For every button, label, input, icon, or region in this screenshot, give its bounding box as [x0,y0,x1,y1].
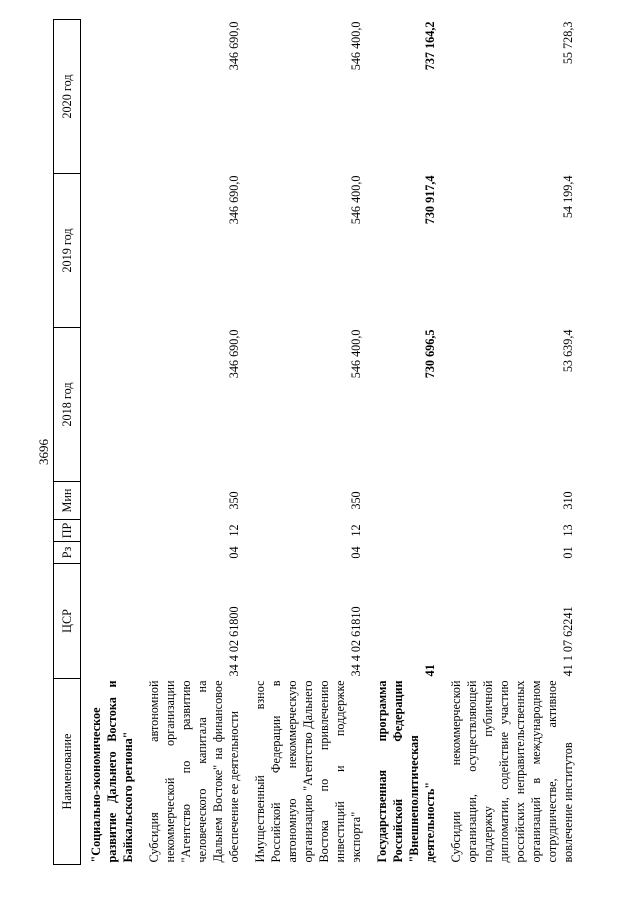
header-rz: Рз [54,542,81,564]
table-row [139,20,245,865]
row-csr: 41 1 07 62241 [561,606,575,677]
row-min [81,482,140,520]
header-min: Мин [54,482,81,520]
budget-table [53,19,579,865]
row-2020: 737 164,2 [423,21,437,71]
header-name: Наименование [54,679,81,865]
row-2020: 55 728,3 [561,21,575,65]
row-name: Субсидии некоммерческой организации, осуществляющей поддержку публичной дипломатии, содействие участию российских неправительственных организаций в международном сотрудничестве, активное вовлечение институтов [449,680,575,863]
header-2018: 2018 год [54,328,81,482]
row-2018: 53 639,4 [561,329,575,373]
row-2019: 346 690,0 [227,175,241,225]
row-csr: 34 4 02 61810 [349,606,363,677]
row-min: 350 [227,491,241,510]
row-pr: 13 [561,524,575,537]
header-pr: ПР [54,520,81,542]
row-rz: 01 [561,546,575,559]
table-row [441,20,579,865]
row-min [367,482,441,520]
row-name: Государственная программа Российской Федерации "Внешнеполитическая деятельность" [375,680,437,863]
table-row [81,20,140,865]
row-min: 350 [349,491,363,510]
header-2019: 2019 год [54,174,81,328]
row-name: "Социально-экономическое развитие Дальнего Востока и Байкальского региона" [89,680,135,863]
row-csr: 34 4 02 61800 [227,606,241,677]
row-name: Субсидия автономной некоммерческой организации "Агентство по развитию человеческого капитала на Дальнем Востоке" на финансовое обеспечение ее деятельности [147,680,241,863]
row-pr: 12 [227,524,241,537]
row-2018: 346 690,0 [227,329,241,379]
table-row [245,20,367,865]
header-2020: 2020 год [54,20,81,174]
row-csr [81,564,140,679]
row-rz: 04 [227,546,241,559]
row-2018: 546 400,0 [349,329,363,379]
page-number: 3696 [36,439,51,465]
row-min: 310 [561,491,575,510]
row-2019: 546 400,0 [349,175,363,225]
row-2018: 730 696,5 [423,329,437,379]
row-2019: 730 917,4 [423,175,437,225]
row-2019 [81,174,140,328]
row-rz: 04 [349,546,363,559]
row-2019: 54 199,4 [561,175,575,219]
row-pr [81,520,140,542]
row-pr [367,520,441,542]
row-2020: 546 400,0 [349,21,363,71]
row-2020 [81,20,140,174]
row-pr: 12 [349,524,363,537]
row-2018 [81,328,140,482]
table-header-row [54,20,81,865]
row-name: Имущественный взнос Российской Федерации в автономную некоммерческую организацию "Агентство Дальнего Востока по привлечению инвестиций и поддержке экспорта" [253,680,363,863]
row-csr: 41 [423,664,437,677]
header-csr: ЦСР [54,564,81,679]
row-rz [367,542,441,564]
table-row [367,20,441,865]
row-2020: 346 690,0 [227,21,241,71]
row-rz [81,542,140,564]
